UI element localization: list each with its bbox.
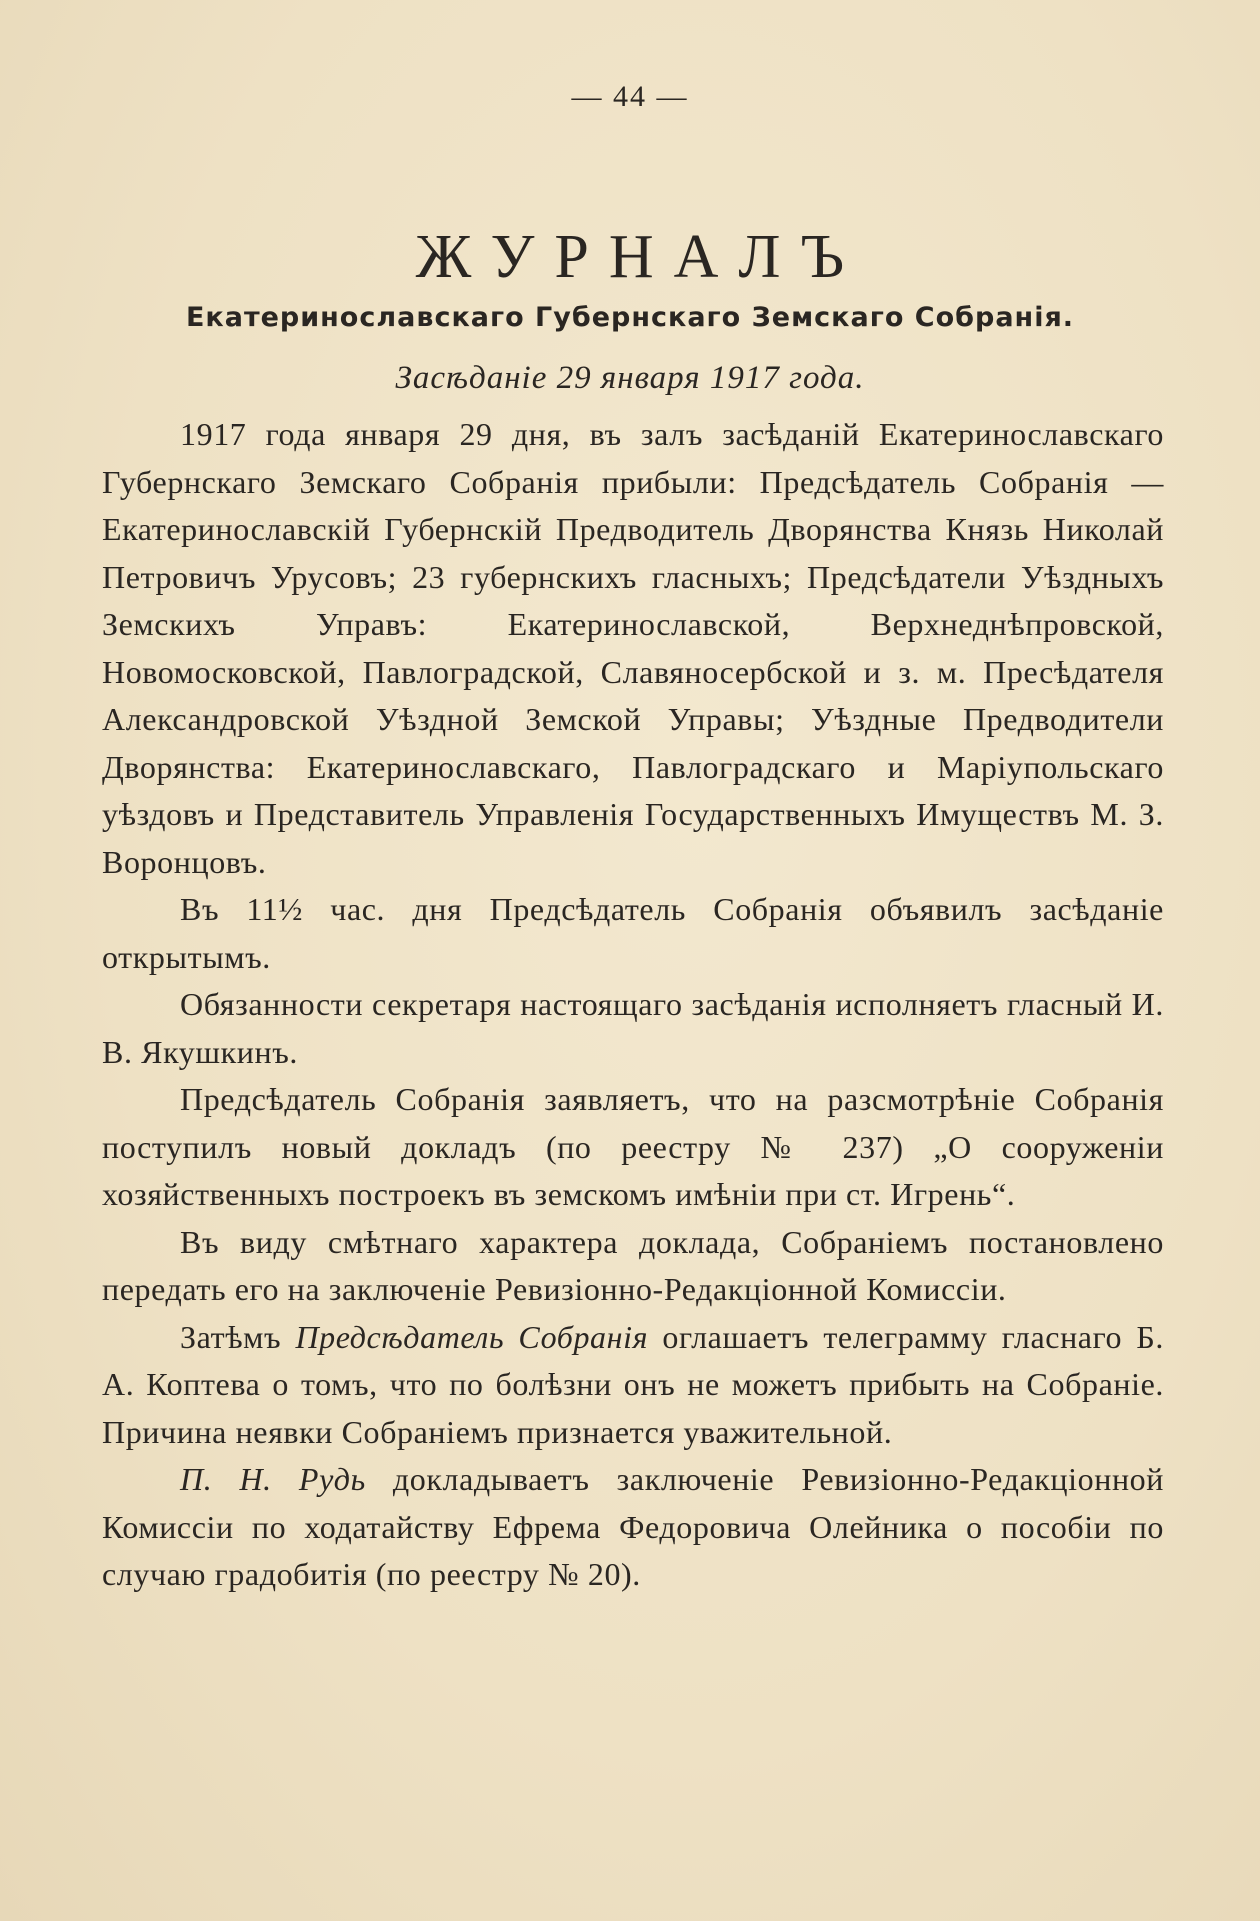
session-date: Засѣданіе 29 января 1917 года. (395, 360, 865, 396)
paragraph-attendance: 1917 года января 29 дня, въ залъ засѣданій Екатеринославскаго Губернскаго Земскаго Собранія прибыли: Предсѣдатель Собранія —Екатеринославскій Губернскій Предводитель Дворянства Князь Николай Петровичъ Урусовъ; 23 губернскихъ гласныхъ; Предсѣдатели Уѣздныхъ Земскихъ Управъ: Екатеринославской, Верхнеднѣпровской, Новомосковской, Павлоградской, Славяносербской и з. м. Пресѣдателя Александровской Уѣздной Земской Управы; Уѣздные Предводители Дворянства: Екатеринославскаго, Павлоградскаго и Маріупольскаго уѣздовъ и Представитель Управленія Государственныхъ Имуществъ М. З. Воронцовъ. (102, 416, 1164, 880)
journal-body (102, 411, 1164, 1599)
paragraph-new-report: Предсѣдатель Собранія заявляетъ, что на разсмотрѣніе Собранія поступилъ новый докладъ (по реестру № 237) „О сооруженіи хозяйственныхъ построекъ въ земскомъ имѣніи при ст. Игрень“. (102, 1081, 1164, 1212)
paragraph-transfer: Въ виду смѣтнаго характера доклада, Собраніемъ постановлено передать его на заключеніе Ревизіонно-Редакціонной Комиссіи. (102, 1223, 1164, 1307)
paragraph-lead-plain: Затѣмъ (180, 1318, 296, 1355)
journal-title: ЖУРНАЛЪ (415, 223, 865, 291)
paragraph-report (102, 1456, 1164, 1599)
assembly-subtitle: Екатеринославскаго Губернскаго Земскаго Собранія. (185, 302, 1075, 333)
paragraph-text: докладываетъ заключеніе Ревизіонно-Редакціонной Комиссіи по ходатайству Ефрема Федоровича Олейника о пособіи по случаю градобитія (по реестру № 20). (102, 1461, 1164, 1592)
paragraph-secretary: Обязанности секретаря настоящаго засѣданія исполняетъ гласный И. В. Якушкинъ. (102, 986, 1164, 1070)
speaker-name: П. Н. Рудь (180, 1461, 366, 1497)
paragraph-text: оглашаетъ телеграмму гласнаго Б. А. Коптева о томъ, что по болѣзни онъ не можетъ прибыть на Собраніе. Причина неявки Собраніемъ признается уважительной. (102, 1318, 1164, 1450)
speaker-name: Предсѣдатель Собранія (295, 1318, 649, 1355)
page-number: — 44 — (571, 80, 689, 113)
paragraph-opening: Въ 11½ час. дня Предсѣдатель Собранія объявилъ засѣданіе открытымъ. (102, 891, 1164, 975)
paragraph-telegram (102, 1314, 1164, 1457)
